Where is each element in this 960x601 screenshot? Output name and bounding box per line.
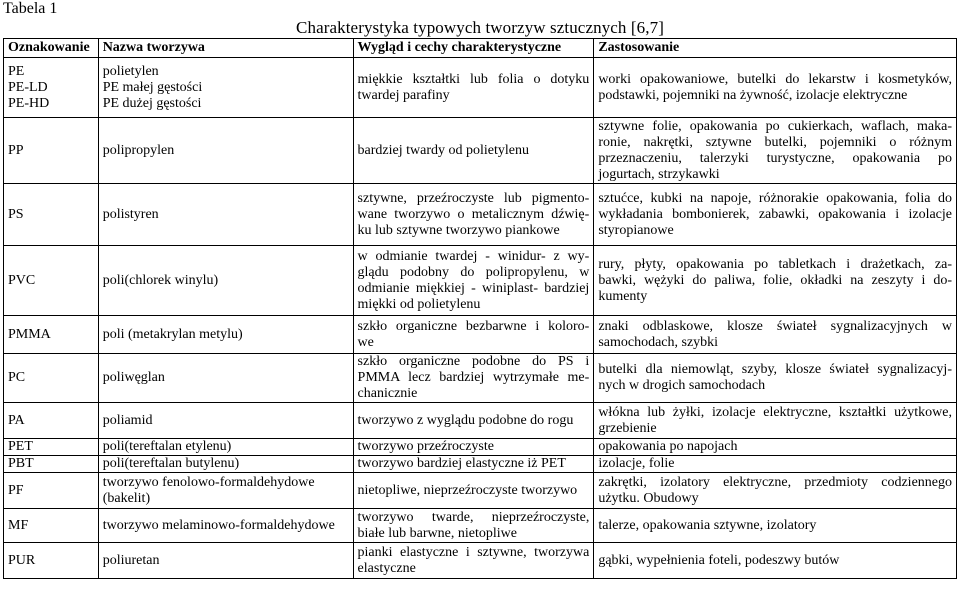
cell-look-line: tworzywo twarde, nieprzeźroczyste, [357,509,590,525]
cell-use-line: kumenty [598,288,648,304]
cell-use-line: przeznaczeniu, talerzyki turystyczne, opakowania po [598,150,952,166]
header-use: Zastosowanie [594,39,957,58]
cell-code-line: PVC [8,272,36,288]
plastics-table [3,38,957,579]
table-row [4,439,957,456]
cell-use [594,58,957,118]
cell-look-line: odmianie miękkiej - winiplast- bardziej [357,280,590,296]
header-code: Oznakowanie [4,39,99,58]
cell-use-line: styropianowe [598,222,674,238]
cell-use-line: sztućce, kubki na napoje, różnorakie opakowania, folia do [598,190,952,206]
cell-look [353,246,594,316]
cell-name-line: PE dużej gęstości [102,95,202,111]
table-row [4,58,957,118]
cell-use [594,456,957,473]
cell-name-line: poliamid [102,412,153,428]
cell-look-line: we [357,334,374,350]
cell-code-line: PA [8,412,25,428]
cell-look [353,403,594,439]
cell-code-line: PET [8,439,33,454]
cell-code [4,543,99,579]
cell-use-line: talerze, opakowania sztywne, izolatory [598,517,817,533]
cell-use [594,509,957,543]
cell-use-line: gąbki, wypełnienia foteli, podeszwy butów [598,552,840,568]
cell-look-line: ku lub sztywne tworzywo piankowe [357,222,560,238]
cell-name [98,58,353,118]
cell-look-line: sztywne, przeźroczyste lub pigmento- [357,190,590,206]
cell-look-line: bardziej twardy od polietylenu [357,142,529,158]
cell-look-line: pianki elastyczne i sztywne, tworzywa [357,544,590,560]
cell-use-line: grzebienie [598,420,657,436]
cell-code-line: PF [8,482,24,498]
cell-use-line: izolacje, folie [598,456,675,471]
table-label: Tabela 1 [3,0,58,17]
header-look: Wygląd i cechy charakterystyczne [353,39,594,58]
table-row [4,118,957,184]
cell-use-line: podstawki, pojemniki na żywność, izolacje elektryczne [598,87,908,103]
cell-look [353,543,594,579]
cell-look-line: elastyczne [357,560,416,576]
cell-look [353,354,594,403]
cell-use-line: rury, płyty, opakowania po tabletkach i drażetkach, za- [598,256,952,272]
cell-use [594,118,957,184]
cell-name [98,184,353,246]
cell-name-line: tworzywo fenolowo-formaldehydowe [102,474,315,490]
cell-use-line: nych w drogich samochodach [598,378,766,393]
cell-code [4,246,99,316]
cell-look-line: miękki od polietylenu [357,296,481,312]
cell-name-line: poliuretan [102,552,160,568]
cell-code-line: PS [8,206,24,222]
cell-name [98,354,353,403]
cell-look-line: tworzywo bardziej elastyczne iż PET [357,456,566,471]
cell-use [594,439,957,456]
cell-look [353,316,594,354]
cell-use [594,473,957,509]
cell-name-line: poli(tereftalan butylenu) [102,456,240,471]
cell-look-line: PMMA lecz bardziej wytrzymałe me- [357,370,590,385]
cell-name [98,543,353,579]
cell-code [4,118,99,184]
cell-name [98,246,353,316]
cell-name [98,316,353,354]
cell-use-line: samochodach, szybki [598,334,719,350]
cell-code-line: PBT [8,456,34,471]
cell-look-line: szkło organiczne bezbarwne i koloro- [357,318,590,334]
cell-use-line: butelki dla niemowląt, szyby, klosze świateł sygnalizacyj- [598,362,952,377]
header-row [4,39,957,58]
cell-look [353,58,594,118]
cell-use-line: zakrętki, izolatory elektryczne, przedmioty codziennego [598,474,952,490]
cell-look-line: miękkie kształtki lub folia o dotyku [357,71,590,87]
cell-name [98,456,353,473]
cell-use-line: użytku. Obudowy [598,490,699,506]
cell-look [353,456,594,473]
cell-code [4,58,99,118]
cell-code-line: PP [8,142,24,158]
table-title: Charakterystyka typowych tworzyw sztucznych [6,7] [296,18,664,37]
cell-use [594,354,957,403]
cell-use-line: bawki, wężyki do paliwa, folie, okładki na zeszyty i do- [598,272,952,288]
cell-use [594,316,957,354]
cell-look-line: tworzywo przeźroczyste [357,439,494,454]
cell-name [98,118,353,184]
cell-name-line: tworzywo melaminowo-formaldehydowe [102,517,335,533]
cell-name [98,509,353,543]
cell-look-line: wane tworzywo o metalicznym dźwię- [357,206,590,222]
cell-code [4,403,99,439]
cell-name-line: (bakelit) [102,490,151,506]
cell-use-line: sztywne folie, opakowania po cukierkach, waflach, maka- [598,118,952,134]
cell-code [4,456,99,473]
cell-look-line: białe lub barwne, nietopliwe [357,525,517,541]
cell-code [4,316,99,354]
cell-name-line: PE małej gęstości [102,79,203,95]
cell-look-line: w odmianie twardej - winidur- z wy- [357,248,590,264]
cell-name-line: polipropylen [102,142,175,158]
cell-name-line: poli(tereftalan etylenu) [102,439,232,454]
cell-code [4,509,99,543]
table-row [4,543,957,579]
table-body [4,58,957,579]
cell-use-line: jogurtach, strzykawki [598,166,720,182]
table-row [4,316,957,354]
cell-use [594,543,957,579]
cell-look-line: tworzywo z wyglądu podobne do rogu [357,412,574,428]
cell-use [594,403,957,439]
cell-code-line: PC [8,370,26,385]
cell-use-line: worki opakowaniowe, butelki do lekarstw i kosmetyków, [598,71,952,87]
cell-use-line: znaki odblaskowe, klosze świateł sygnalizacyjnych w [598,318,952,334]
cell-code-line: PUR [8,552,36,568]
cell-look [353,439,594,456]
cell-look-line: nietopliwe, nieprzeźroczyste tworzywo [357,482,578,498]
cell-name [98,439,353,456]
cell-look-line: chanicznie [357,386,418,401]
cell-name-line: poli(chlorek winylu) [102,272,219,288]
table-row [4,354,957,403]
cell-name [98,403,353,439]
cell-code [4,354,99,403]
cell-code [4,184,99,246]
cell-name-line: polistyren [102,206,159,222]
cell-code [4,439,99,456]
cell-use [594,184,957,246]
cell-code-line: PE-HD [8,95,50,111]
cell-look [353,118,594,184]
table-row [4,473,957,509]
cell-code-line: MF [8,517,29,533]
cell-look-line: szkło organiczne podobne do PS i [357,354,590,369]
cell-name-line: poli (metakrylan metylu) [102,326,243,342]
cell-code-line: PMMA [8,326,51,342]
cell-name-line: poliwęglan [102,370,165,385]
header-name: Nazwa tworzywa [98,39,353,58]
cell-name-line: polietylen [102,63,159,79]
table-row [4,184,957,246]
table-row [4,246,957,316]
cell-look [353,509,594,543]
table-row [4,509,957,543]
cell-look [353,184,594,246]
cell-use-line: włókna lub żyłki, izolacje elektryczne, kształtki użytkowe, [598,404,952,420]
table-row [4,456,957,473]
cell-look-line: glądu podobny do polipropylenu, w [357,264,590,280]
cell-name [98,473,353,509]
cell-use [594,246,957,316]
cell-code [4,473,99,509]
cell-look [353,473,594,509]
cell-code-line: PE [8,63,25,79]
cell-use-line: opakowania po napojach [598,439,738,454]
cell-code-line: PE-LD [8,79,48,95]
table-row [4,403,957,439]
cell-look-line: twardej parafiny [357,87,450,103]
cell-use-line: wykładania bombonierek, zabawki, opakowania i izolacje [598,206,952,222]
cell-use-line: ronie, nakrętki, sztywne butelki, pojemniki o różnym [598,134,952,150]
